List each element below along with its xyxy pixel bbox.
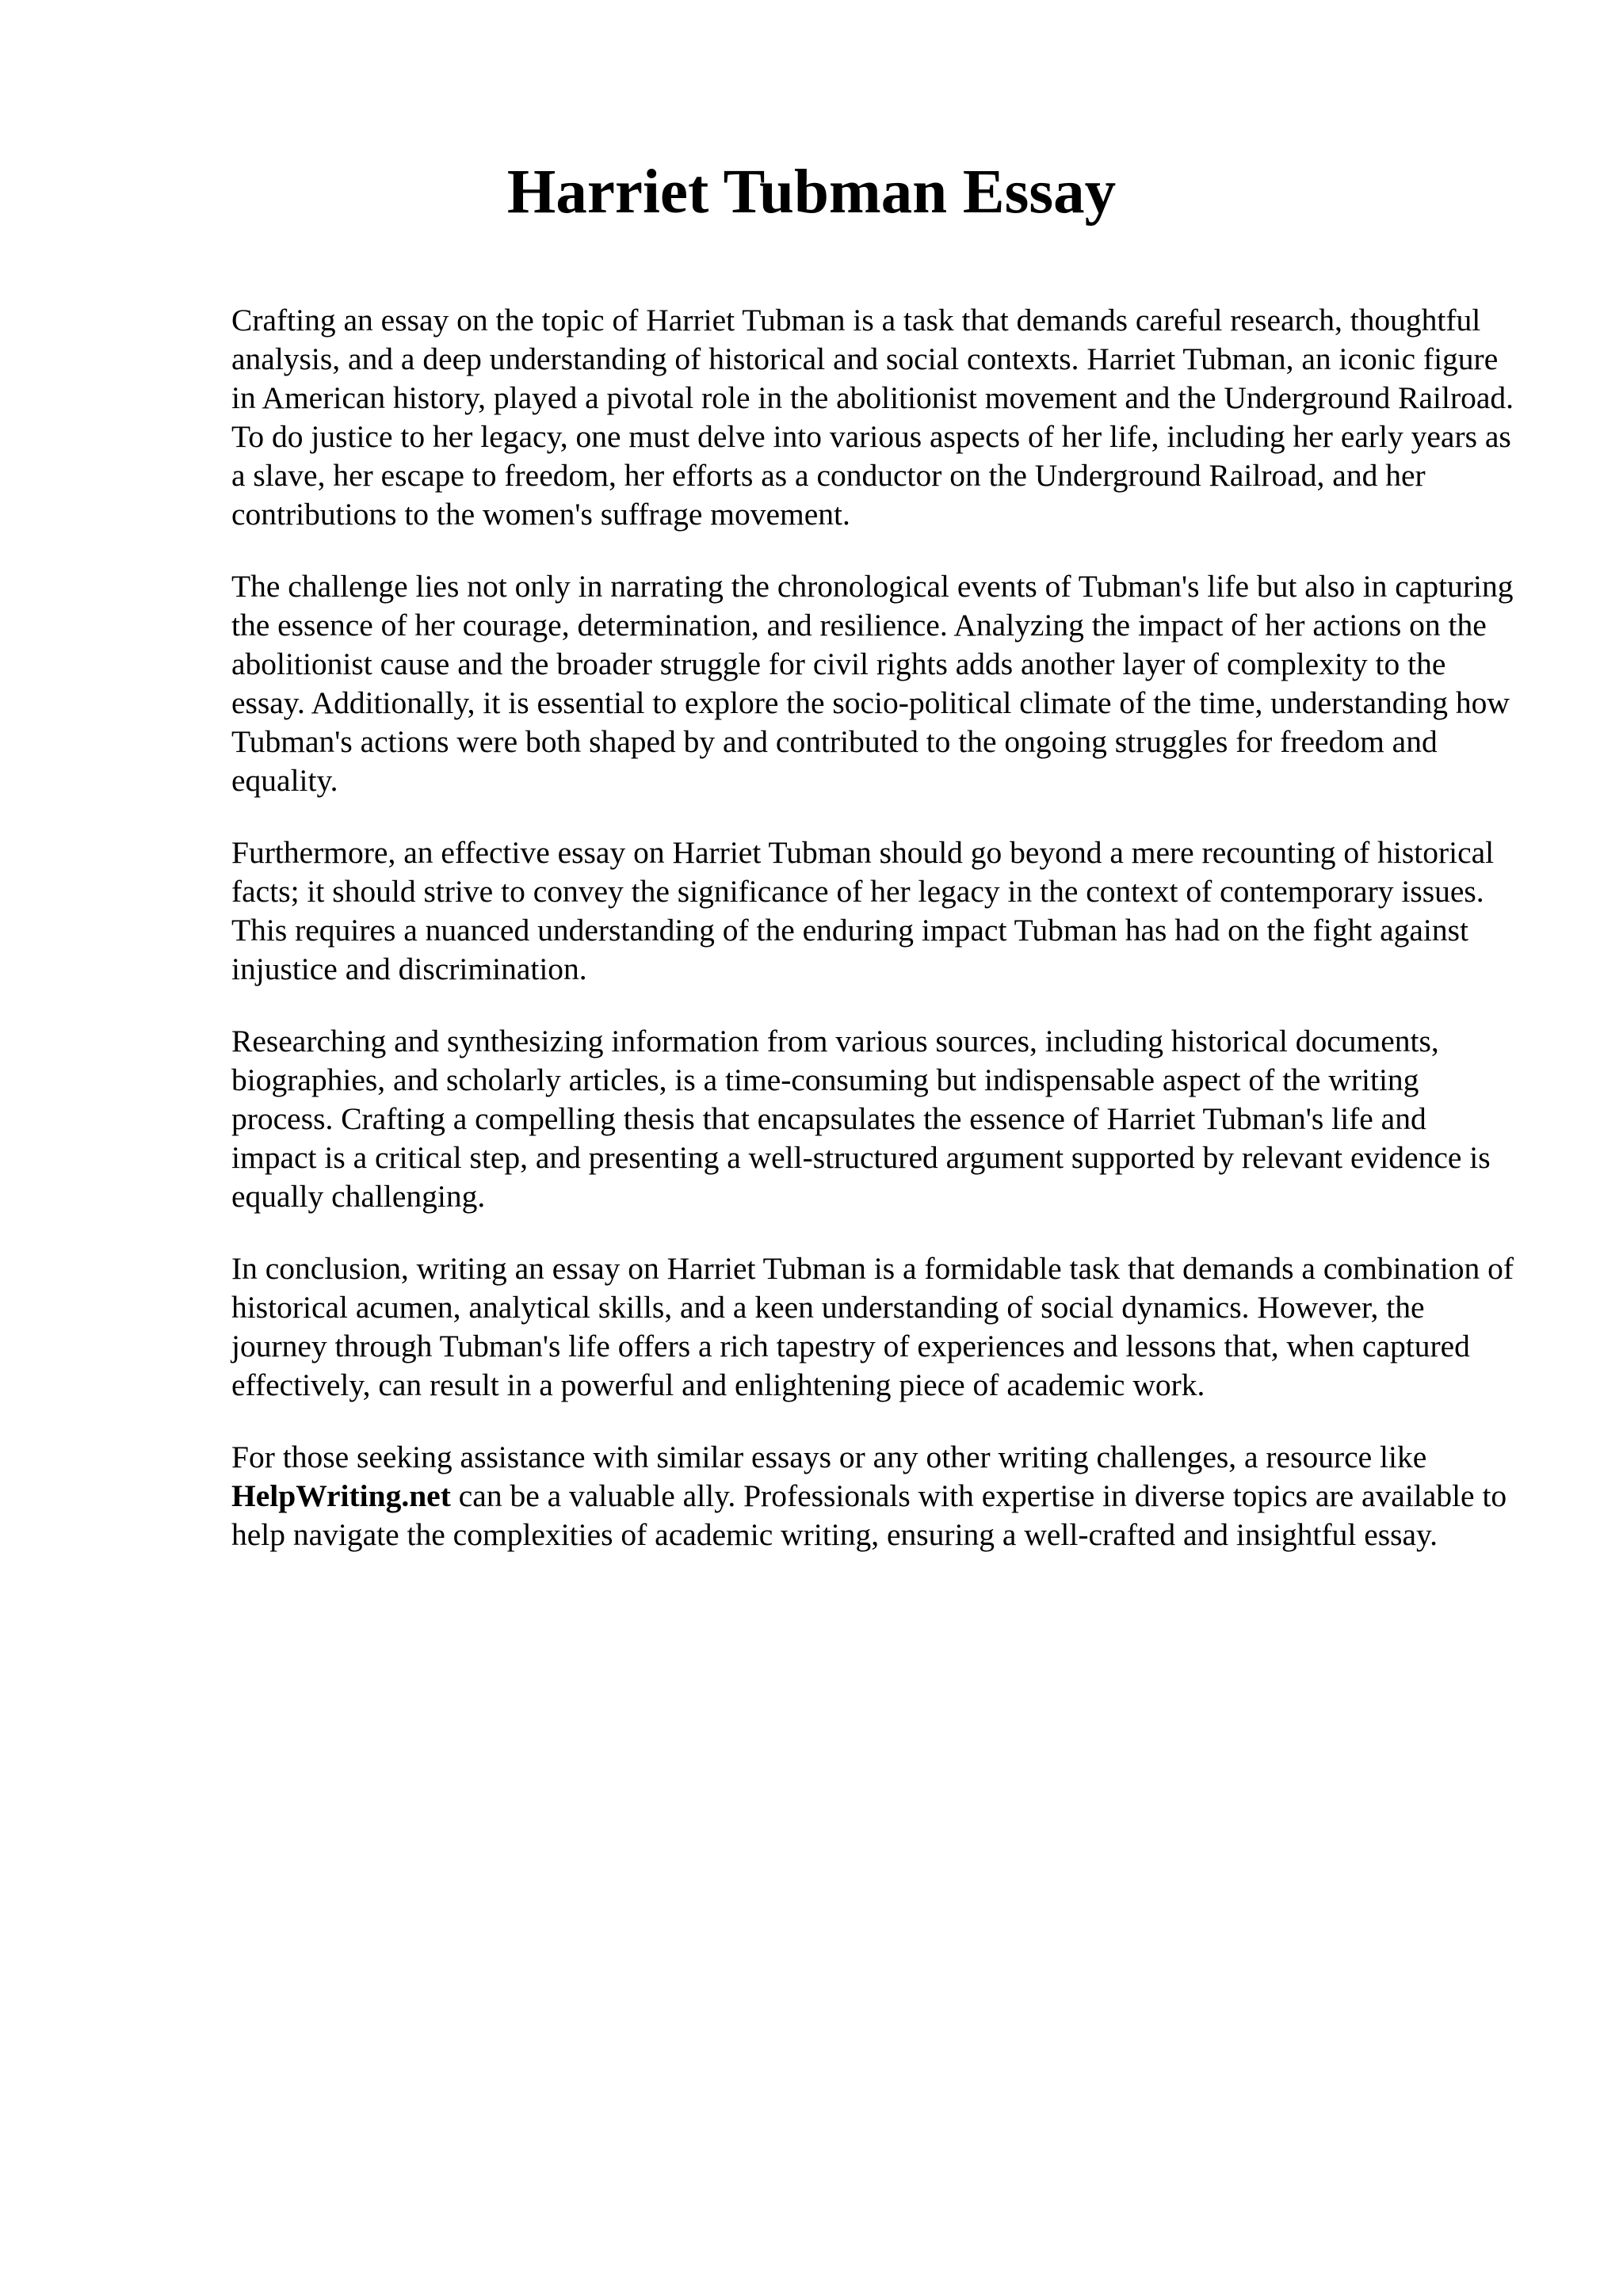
paragraph-4: Researching and synthesizing information from various sources, including historical documents, biographies, and scholarly articles, is a time-consuming but indispensable aspect of the writing process. Crafting a compelling thesis that encapsulates the essence of Harriet Tubman's life and impact is a critical step, and presenting a well-structured argument supported by relevant evidence is equally challenging. xyxy=(231,1024,1491,1214)
essay-body xyxy=(231,301,1515,1588)
closing-text-start: For those seeking assistance with similar essays or any other writing challenges, a resource like xyxy=(231,1440,1427,1474)
paragraph-2: The challenge lies not only in narrating the chronological events of Tubman's life but also in capturing the essence of her courage, determination, and resilience. Analyzing the impact of her actions on the abolitionist cause and the broader struggle for civil rights adds another layer of complexity to the essay. Additionally, it is essential to explore the socio-political climate of the time, understanding how Tubman's actions were both shaped by and contributed to the ongoing struggles for freedom and equality. xyxy=(231,569,1514,798)
closing-paragraph xyxy=(231,1438,1515,1554)
paragraph-5: In conclusion, writing an essay on Harriet Tubman is a formidable task that demands a combination of historical acumen, analytical skills, and a keen understanding of social dynamics. However, the journey through Tubman's life offers a rich tapestry of experiences and lessons that, when captured effectively, can result in a powerful and enlightening piece of academic work. xyxy=(231,1251,1514,1402)
paragraph-3: Furthermore, an effective essay on Harriet Tubman should go beyond a mere recounting of historical facts; it should strive to convey the significance of her legacy in the context of contemporary issues. This requires a nuanced understanding of the enduring impact Tubman has had on the fight against injustice and discrimination. xyxy=(231,835,1495,986)
closing-text-end: can be a valuable ally. Professionals with expertise in diverse topics are available to help navigate the complexities of academic writing, ensuring a well-crafted and insightful essay. xyxy=(231,1478,1507,1552)
document-title: Harriet Tubman Essay xyxy=(506,158,1117,227)
paragraph-1: Crafting an essay on the topic of Harriet Tubman is a task that demands careful research, thoughtful analysis, and a deep understanding of historical and social contexts. Harriet Tubman, an iconic figure in American history, played a pivotal role in the abolitionist movement and the Underground Railroad. To do justice to her legacy, one must delve into various aspects of her life, including her early years as a slave, her escape to freedom, her efforts as a conductor on the Underground Railroad, and her contributions to the women's suffrage movement. xyxy=(231,303,1514,532)
helpwriting-link[interactable]: HelpWriting.net xyxy=(231,1478,451,1513)
